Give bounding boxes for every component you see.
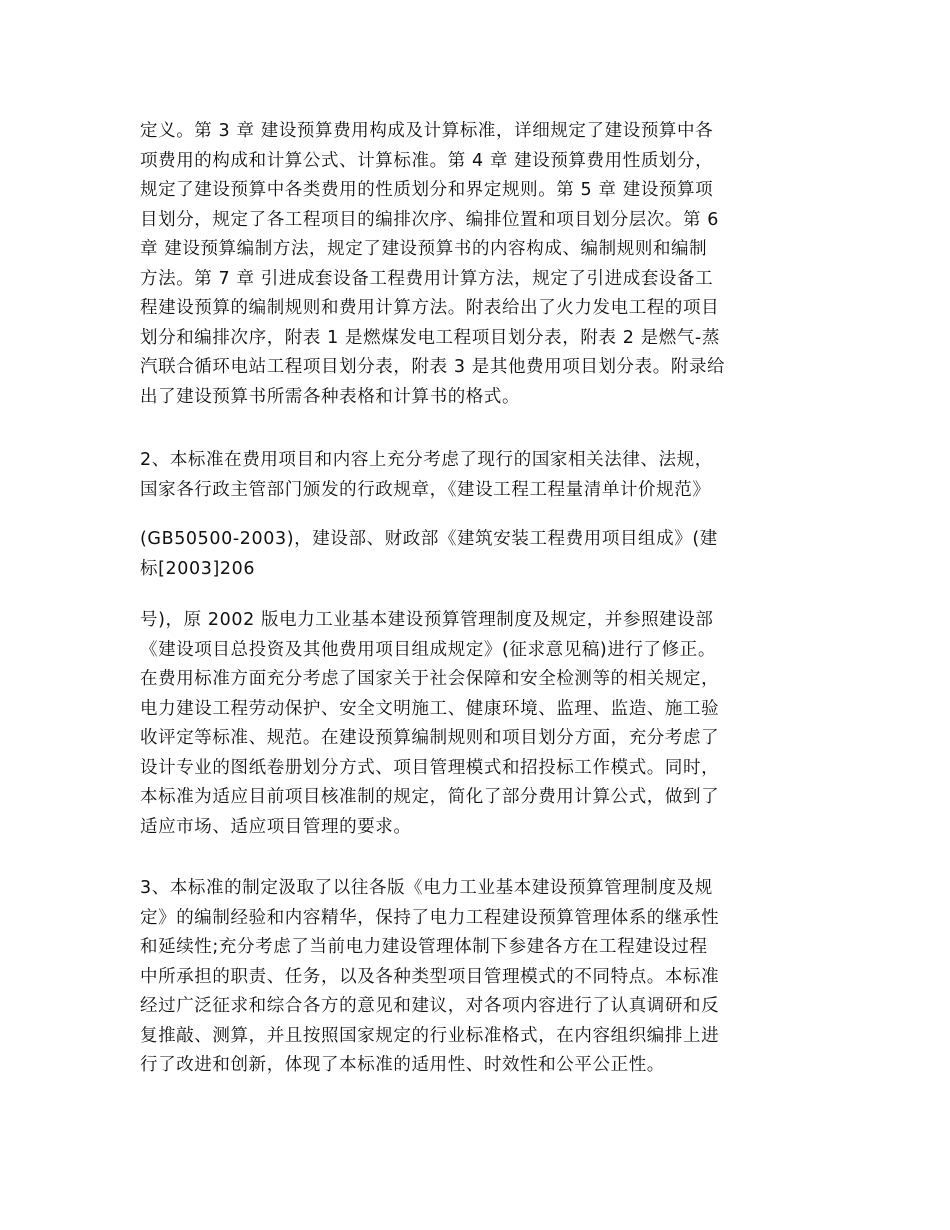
- text-line: 3、本标准的制定汲取了以往各版《电力工业基本建设预算管理制度及规: [140, 878, 713, 898]
- text-line: 目划分，规定了各工程项目的编排次序、编排位置和项目划分层次。第 6: [140, 209, 719, 230]
- text-line: 和延续性;充分考虑了当前电力建设管理体制下参建各方在工程建设过程: [140, 937, 708, 957]
- text-line: 定义。第 3 章 建设预算费用构成及计算标准，详细规定了建设预算中各: [140, 121, 714, 141]
- text-line: 收评定等标准、规范。在建设预算编制规则和项目划分方面，充分考虑了: [140, 728, 720, 748]
- text-line: 规定了建设预算中各类费用的性质划分和界定规则。第 5 章 建设预算项: [140, 180, 714, 200]
- text-line: 本标准为适应目前项目核准制的规定，简化了部分费用计算公式，做到了: [140, 787, 720, 807]
- paragraph-3: [140, 874, 812, 1081]
- text-line: 电力建设工程劳动保护、安全文明施工、健康环境、监理、监造、施工验: [140, 698, 720, 719]
- text-line: 经过广泛征求和综合各方的意见和建议，对各项内容进行了认真调研和反: [140, 996, 720, 1016]
- text-line: 章 建设预算编制方法，规定了建设预算书的内容构成、编制规则和编制: [140, 239, 708, 259]
- text-line: 标[2003]206: [140, 558, 256, 579]
- paragraph-2-continued: [140, 606, 812, 842]
- paragraph-2-intro: [140, 446, 812, 505]
- text-line: 适应市场、适应项目管理的要求。: [140, 816, 412, 837]
- text-line: 在费用标准方面充分考虑了国家关于社会保障和安全检测等的相关规定，: [140, 669, 720, 689]
- text-line: 号)，原 2002 版电力工业基本建设预算管理制度及规定，并参照建设部: [140, 610, 714, 630]
- text-line: 复推敲、测算，并且按照国家规定的行业标准格式，在内容组织编排上进: [140, 1025, 720, 1046]
- text-line: 汽联合循环电站工程项目划分表，附表 3 是其他费用项目划分表。附录给: [140, 357, 726, 377]
- text-line: 程建设预算的编制规则和费用计算方法。附表给出了火力发电工程的项目: [140, 298, 720, 318]
- text-line: 划分和编排次序，附表 1 是燃煤发电工程项目划分表，附表 2 是燃气-蒸: [140, 327, 720, 348]
- text-line: 出了建设预算书所需各种表格和计算书的格式。: [140, 386, 521, 407]
- text-line: 国家各行政主管部门颁发的行政规章，《建设工程工程量清单计价规范》: [140, 479, 711, 500]
- text-line: 方法。第 7 章 引进成套设备工程费用计算方法，规定了引进成套设备工: [140, 268, 714, 289]
- paragraph-2-references: [140, 525, 812, 584]
- text-line: 定》的编制经验和内容精华，保持了电力工程建设预算管理体系的继承性: [140, 907, 720, 928]
- text-line: 行了改进和创新，体现了本标准的适用性、时效性和公平公正性。: [140, 1055, 665, 1075]
- text-line: 设计专业的图纸卷册划分方式、项目管理模式和招投标工作模式。同时，: [140, 757, 720, 778]
- paragraph-chapters-overview: [140, 117, 812, 412]
- text-line: 项费用的构成和计算公式、计算标准。第 4 章 建设预算费用性质划分，: [140, 150, 714, 171]
- text-line: 《建设项目总投资及其他费用项目组成规定》(征求意见稿)进行了修正。: [140, 639, 716, 660]
- text-line: 中所承担的职责、任务，以及各种类型项目管理模式的不同特点。本标准: [140, 966, 720, 987]
- text-line: (GB50500-2003)，建设部、财政部《建筑安装工程费用项目组成》(建: [140, 529, 718, 549]
- text-line: 2、本标准在费用项目和内容上充分考虑了现行的国家相关法律、法规，: [140, 450, 713, 470]
